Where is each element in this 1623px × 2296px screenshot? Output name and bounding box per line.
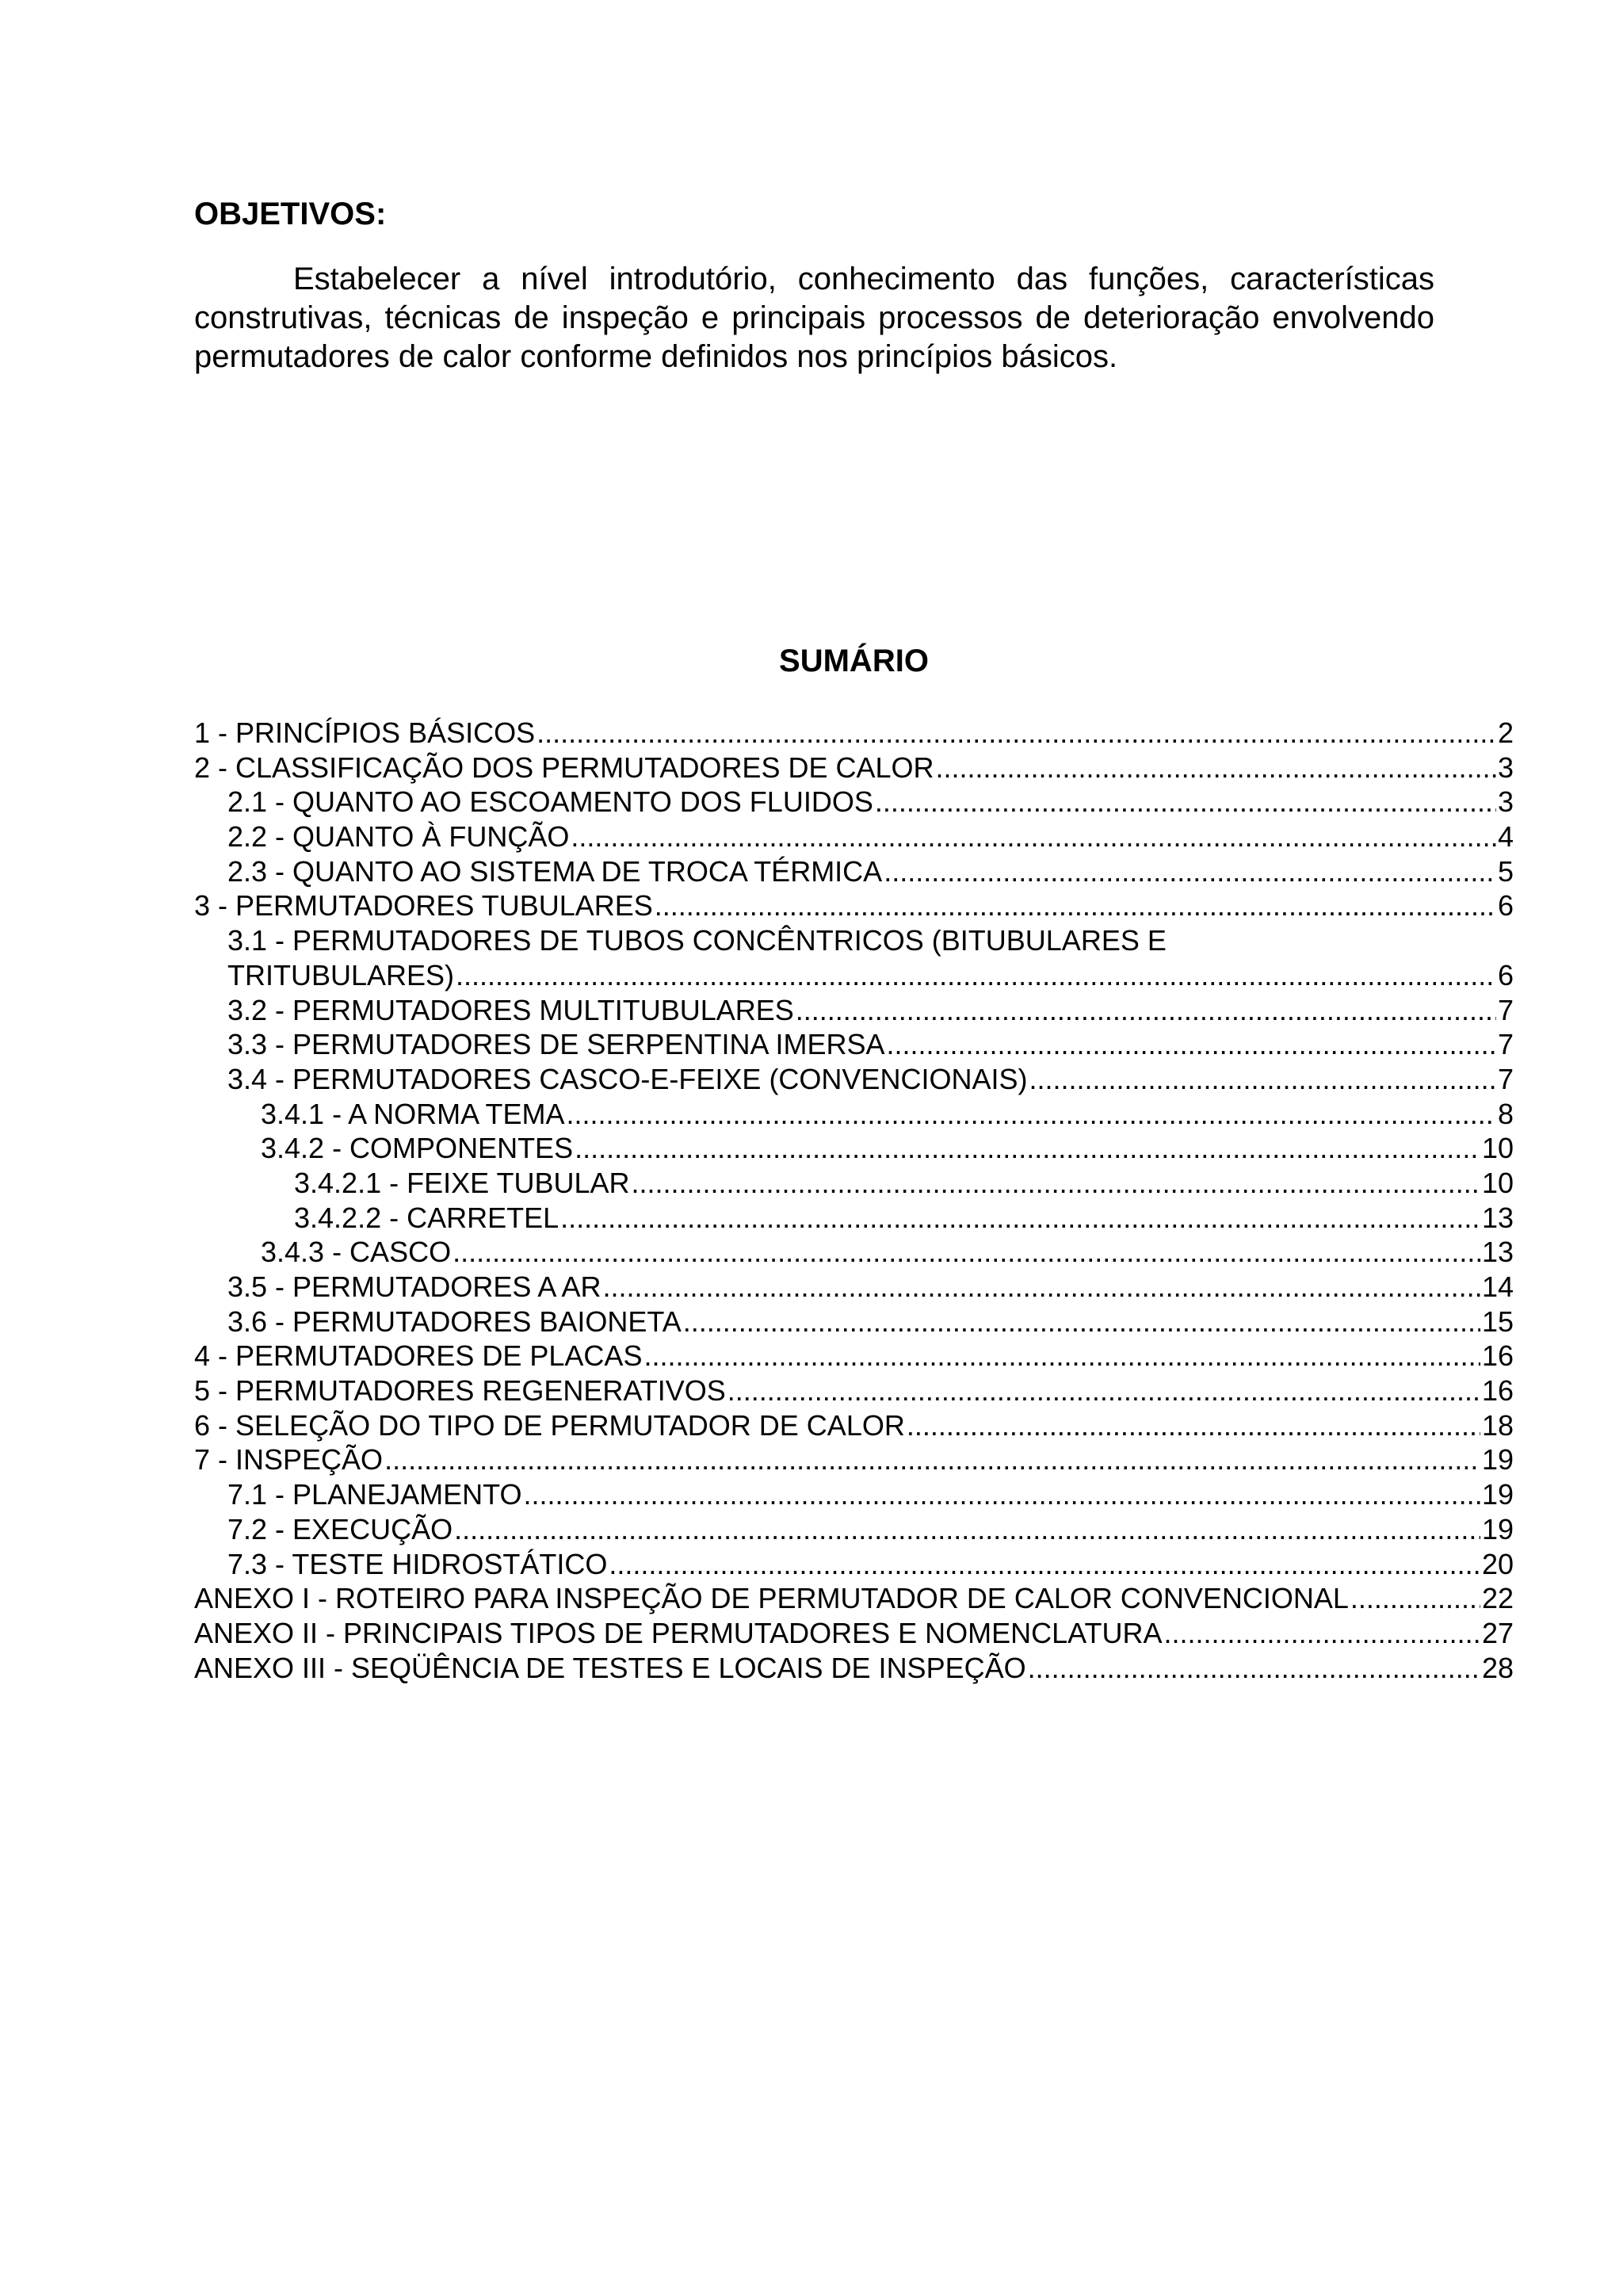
toc-entry-page: 2 (1497, 716, 1514, 749)
toc-entry-label: 3.4.2 - COMPONENTES (261, 1132, 574, 1165)
toc-entry-label: 2.1 - QUANTO AO ESCOAMENTO DOS FLUIDOS (227, 785, 873, 819)
toc-entry-label: TRITUBULARES) (227, 958, 455, 991)
toc-entry-page: 4 (1497, 820, 1514, 854)
toc-leader-dots (609, 1547, 1480, 1582)
toc-leader-dots (632, 1166, 1480, 1201)
toc-leader-dots (571, 819, 1496, 854)
toc-entry-page: 7 (1497, 1028, 1514, 1061)
toc-entry-label: 3.4.2.2 - CARRETEL (294, 1201, 559, 1234)
toc-leader-dots (456, 958, 1496, 993)
toc-entry-page: 22 (1481, 1582, 1514, 1615)
toc-entry-page: 13 (1481, 1236, 1514, 1269)
toc-entry-label: 5 - PERMUTADORES REGENERATIVOS (194, 1374, 726, 1408)
toc-entry-page: 7 (1497, 993, 1514, 1026)
toc-entry[interactable] (194, 1305, 1514, 1339)
toc-entry-label: 7.2 - EXECUÇÃO (227, 1512, 453, 1545)
toc-entry[interactable] (194, 958, 1514, 993)
toc-leader-dots (796, 993, 1496, 1028)
toc-entry-page: 10 (1481, 1132, 1514, 1165)
toc-entry-label: ANEXO I - ROTEIRO PARA INSPEÇÃO DE PERMUTADOR DE CALOR CONVENCIONAL (194, 1582, 1349, 1615)
toc-leader-dots (575, 1131, 1480, 1166)
toc-leader-dots (875, 785, 1496, 819)
toc-entry-page: 6 (1497, 958, 1514, 991)
toc-entry[interactable] (194, 819, 1514, 854)
toc-entry[interactable] (194, 1062, 1514, 1097)
toc-leader-dots (1028, 1651, 1480, 1686)
toc-entry[interactable] (194, 1616, 1514, 1651)
toc-entry-page: 16 (1481, 1339, 1514, 1373)
toc-entry-label: 3.4.3 - CASCO (261, 1236, 452, 1269)
document-page (194, 0, 1514, 2296)
toc-leader-dots (727, 1373, 1480, 1408)
toc-entry[interactable] (194, 1512, 1514, 1547)
objectives-text: Estabelecer a nível introdutório, conhecimento das funções, características construtivas, técnicas de inspeção e principais processos de deterioração envolvendo permutadores de calor conforme definidos nos princípios básicos. (194, 262, 1434, 374)
toc-entry-page: 3 (1497, 751, 1514, 784)
toc-leader-dots (602, 1270, 1480, 1305)
toc-entry-label: 3.4.2.1 - FEIXE TUBULAR (294, 1166, 630, 1199)
toc-entry[interactable] (194, 1581, 1514, 1616)
toc-entry-label: 3.6 - PERMUTADORES BAIONETA (227, 1305, 682, 1338)
toc-title: SUMÁRIO (779, 644, 929, 678)
toc-leader-dots (566, 1097, 1496, 1132)
objectives-heading: OBJETIVOS: (194, 197, 387, 231)
toc-entry[interactable] (194, 1201, 1514, 1236)
toc-entry-page: 27 (1481, 1616, 1514, 1649)
toc-entry-page: 3 (1497, 785, 1514, 819)
toc-entry-page: 19 (1481, 1478, 1514, 1511)
toc-leader-dots (523, 1477, 1480, 1512)
toc-leader-dots (1029, 1062, 1496, 1097)
toc-leader-dots (453, 1235, 1480, 1270)
toc-entry[interactable] (194, 1651, 1514, 1686)
toc-leader-dots (454, 1512, 1480, 1547)
toc-entry-page: 15 (1481, 1305, 1514, 1338)
toc-leader-dots (884, 854, 1496, 889)
toc-entry-label: 3 - PERMUTADORES TUBULARES (194, 889, 653, 923)
toc-entry-label: ANEXO III - SEQÜÊNCIA DE TESTES E LOCAIS DE INSPEÇÃO (194, 1651, 1026, 1684)
toc-leader-dots (1350, 1581, 1480, 1616)
toc-entry-page: 6 (1497, 889, 1514, 923)
toc-entry[interactable] (194, 1408, 1514, 1443)
toc-entry[interactable] (194, 993, 1514, 1028)
toc-leader-dots (1164, 1616, 1480, 1651)
toc-leader-dots (384, 1442, 1480, 1477)
toc-entry-page: 10 (1481, 1166, 1514, 1199)
toc-entry-label: 7.1 - PLANEJAMENTO (227, 1478, 522, 1511)
toc-entry-label: 2.2 - QUANTO À FUNÇÃO (227, 820, 570, 854)
toc-entry[interactable] (194, 854, 1514, 889)
toc-entry[interactable] (194, 1373, 1514, 1408)
toc-leader-dots (907, 1408, 1480, 1443)
toc-leader-dots (887, 1027, 1496, 1062)
toc-entry-label: ANEXO II - PRINCIPAIS TIPOS DE PERMUTADORES E NOMENCLATURA (194, 1616, 1163, 1649)
toc-entry-label: 2 - CLASSIFICAÇÃO DOS PERMUTADORES DE CALOR (194, 751, 934, 784)
toc-entry[interactable] (194, 1235, 1514, 1270)
toc-entry[interactable] (194, 1547, 1514, 1582)
toc-entry-label: 3.4.1 - A NORMA TEMA (261, 1097, 565, 1130)
toc-entry-page: 5 (1497, 854, 1514, 888)
toc-entry-page: 13 (1481, 1201, 1514, 1234)
toc-entry[interactable] (194, 751, 1514, 785)
toc-leader-dots (655, 888, 1496, 923)
toc-entry[interactable] (194, 1339, 1514, 1373)
toc-entry-label: 3.5 - PERMUTADORES A AR (227, 1270, 601, 1303)
toc-leader-dots (683, 1305, 1480, 1339)
toc-entry-label: 6 - SELEÇÃO DO TIPO DE PERMUTADOR DE CALOR (194, 1408, 905, 1442)
toc-entry-page: 14 (1481, 1270, 1514, 1303)
toc-entry-label: 3.1 - PERMUTADORES DE TUBOS CONCÊNTRICOS (BITUBULARES E (227, 924, 1167, 957)
toc-entry-page: 16 (1481, 1374, 1514, 1408)
toc-leader-dots (936, 751, 1496, 785)
toc-entry[interactable] (194, 716, 1514, 751)
toc-leader-dots (643, 1339, 1480, 1373)
toc-entry-page: 19 (1481, 1443, 1514, 1477)
toc-entry-label: 3.3 - PERMUTADORES DE SERPENTINA IMERSA (227, 1028, 885, 1061)
toc-entry[interactable] (194, 1027, 1514, 1062)
toc-entry-label: 7.3 - TESTE HIDROSTÁTICO (227, 1547, 608, 1580)
table-of-contents (194, 716, 1514, 1685)
toc-entry-label: 1 - PRINCÍPIOS BÁSICOS (194, 716, 536, 749)
toc-entry-page: 18 (1481, 1408, 1514, 1442)
toc-entry-page: 28 (1481, 1651, 1514, 1684)
toc-entry-label: 7 - INSPEÇÃO (194, 1443, 384, 1477)
toc-entry[interactable] (194, 1166, 1514, 1201)
toc-leader-dots (560, 1201, 1480, 1236)
toc-entry[interactable] (194, 888, 1514, 923)
toc-entry-page: 8 (1497, 1097, 1514, 1130)
toc-entry[interactable] (194, 923, 1514, 958)
toc-entry-label: 3.4 - PERMUTADORES CASCO-E-FEIXE (CONVENCIONAIS) (227, 1062, 1028, 1095)
toc-entry[interactable] (194, 1477, 1514, 1512)
toc-entry[interactable] (194, 1442, 1514, 1477)
toc-entry[interactable] (194, 1270, 1514, 1305)
toc-entry-page: 20 (1481, 1547, 1514, 1580)
toc-entry-page: 19 (1481, 1512, 1514, 1545)
toc-entry-label: 4 - PERMUTADORES DE PLACAS (194, 1339, 643, 1373)
toc-entry[interactable] (194, 1097, 1514, 1132)
toc-entry-label: 2.3 - QUANTO AO SISTEMA DE TROCA TÉRMICA (227, 854, 883, 888)
toc-entry-label: 3.2 - PERMUTADORES MULTITUBULARES (227, 993, 794, 1026)
toc-entry[interactable] (194, 1131, 1514, 1166)
toc-entry-page: 7 (1497, 1062, 1514, 1095)
toc-entry[interactable] (194, 785, 1514, 819)
toc-leader-dots (537, 716, 1496, 751)
